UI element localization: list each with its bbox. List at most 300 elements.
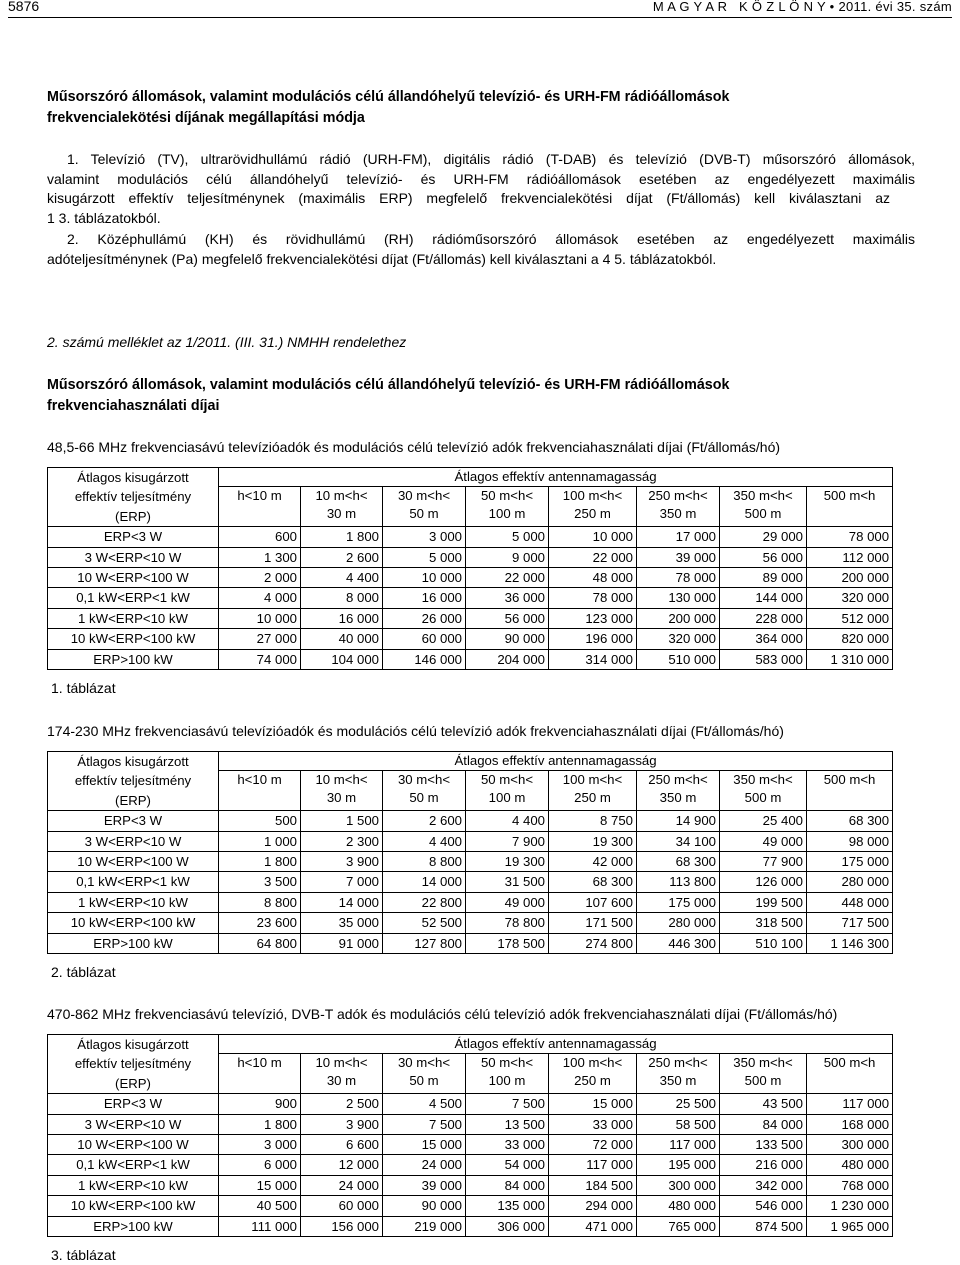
height-col-upper: 50 m (409, 790, 439, 806)
fee-cell: 117 000 (637, 1135, 720, 1155)
height-col-header (301, 487, 383, 527)
annex-title-line2: frekvenciahasználati díjai (47, 398, 220, 414)
height-col-upper: 350 m (659, 790, 697, 806)
height-col-lower: 500 m<h (823, 1055, 876, 1071)
fee-cell: 17 000 (637, 527, 720, 547)
height-col-lower: h< (237, 1055, 253, 1071)
fee-cell: 104 000 (301, 649, 383, 669)
height-col-upper: 350 m (659, 1073, 697, 1089)
erp-row-label: 1 kW<ERP<10 kW (48, 608, 219, 628)
height-col-lower: h< (237, 488, 253, 504)
antenna-height-group-header: Átlagos effektív antennamagasság (219, 1035, 893, 1054)
fee-cell: 90 000 (466, 629, 549, 649)
fee-cell: 546 000 (720, 1196, 807, 1216)
fee-cell: 22 000 (549, 547, 637, 567)
table-row (48, 892, 893, 912)
fee-cell: 111 000 (219, 1216, 301, 1236)
fee-cell: 33 000 (549, 1114, 637, 1134)
fee-cell: 3 900 (301, 1114, 383, 1134)
fee-cell: 146 000 (383, 649, 466, 669)
fee-cell: 280 000 (637, 913, 720, 933)
fee-cell: 168 000 (807, 1114, 893, 1134)
table-row (48, 913, 893, 933)
antenna-height-group-header: Átlagos effektív antennamagasság (219, 468, 893, 487)
table-row (48, 852, 893, 872)
table-1-caption: 1. táblázat (51, 680, 116, 696)
fee-cell: 15 000 (549, 1094, 637, 1114)
fee-cell: 12 000 (301, 1155, 383, 1175)
erp-row-label: 10 W<ERP<100 W (48, 568, 219, 588)
table-row (48, 1175, 893, 1195)
fee-cell: 4 500 (383, 1094, 466, 1114)
erp-row-label: ERP<3 W (48, 527, 219, 547)
fee-cell: 68 300 (637, 852, 720, 872)
fee-cell: 300 000 (637, 1175, 720, 1195)
height-col-header (383, 771, 466, 811)
fee-cell: 26 000 (383, 608, 466, 628)
table-row (48, 608, 893, 628)
fee-table-1 (47, 467, 893, 670)
fee-cell: 2 000 (219, 568, 301, 588)
fee-cell: 4 400 (301, 568, 383, 588)
fee-cell: 16 000 (383, 588, 466, 608)
fee-cell: 25 400 (720, 811, 807, 831)
fee-cell: 178 500 (466, 933, 549, 953)
erp-header-corner-line2: effektív teljesítmény (74, 773, 192, 789)
height-col-upper: 50 m (409, 506, 439, 522)
fee-cell: 49 000 (466, 892, 549, 912)
fee-cell: 306 000 (466, 1216, 549, 1236)
fee-cell: 49 000 (720, 831, 807, 851)
fee-cell: 54 000 (466, 1155, 549, 1175)
table-1-intro: 48,5-66 MHz frekvenciasávú televízióadók és modulációs célú televízió adók frekvenciahasználati díjai (Ft/állomás/hó) (47, 439, 781, 455)
fee-cell: 216 000 (720, 1155, 807, 1175)
fee-cell: 58 500 (637, 1114, 720, 1134)
height-col-header (549, 487, 637, 527)
fee-cell: 91 000 (301, 933, 383, 953)
antenna-height-group-header: Átlagos effektív antennamagasság (219, 752, 893, 771)
fee-cell: 13 500 (466, 1114, 549, 1134)
fee-cell: 7 500 (466, 1094, 549, 1114)
fee-cell: 1 800 (301, 527, 383, 547)
fee-cell: 36 000 (466, 588, 549, 608)
header-rule (8, 17, 952, 18)
table-2-intro: 174-230 MHz frekvenciasávú televízióadók és modulációs célú televízió adók frekvenciahasználati díjai (Ft/állomás/hó) (47, 723, 784, 739)
height-col-upper: 30 m (326, 506, 357, 522)
erp-row-label: 1 kW<ERP<10 kW (48, 1175, 219, 1195)
fee-cell: 318 500 (720, 913, 807, 933)
fee-cell: 765 000 (637, 1216, 720, 1236)
fee-cell: 2 600 (301, 547, 383, 567)
p1-line2: valamint modulációs célú állandóhelyű televízió- és URH-FM rádióállomások esetében az engedélyezett maximális (47, 170, 915, 187)
fee-cell: 480 000 (637, 1196, 720, 1216)
fee-cell: 78 000 (549, 588, 637, 608)
erp-row-label: 0,1 kW<ERP<1 kW (48, 872, 219, 892)
fee-cell: 1 800 (219, 852, 301, 872)
erp-row-label: 3 W<ERP<10 W (48, 547, 219, 567)
fee-cell: 512 000 (807, 608, 893, 628)
height-col-upper: 30 m (326, 1073, 357, 1089)
fee-cell: 175 000 (807, 852, 893, 872)
fee-cell: 22 000 (466, 568, 549, 588)
fee-cell: 448 000 (807, 892, 893, 912)
fee-cell: 3 000 (219, 1135, 301, 1155)
table-row (48, 568, 893, 588)
height-col-header (383, 1054, 466, 1094)
height-col-bound: 10 m (252, 772, 282, 788)
fee-cell: 8 800 (219, 892, 301, 912)
height-col-upper: 500 m (744, 1073, 782, 1089)
erp-row-label: 10 W<ERP<100 W (48, 1135, 219, 1155)
fee-cell: 3 000 (383, 527, 466, 547)
height-col-lower: 250 m<h< (648, 488, 708, 504)
fee-cell: 294 000 (549, 1196, 637, 1216)
erp-row-label: ERP>100 kW (48, 649, 219, 669)
height-col-header (466, 487, 549, 527)
erp-column-header (48, 1035, 219, 1094)
fee-cell: 4 400 (466, 811, 549, 831)
fee-cell: 27 000 (219, 629, 301, 649)
height-col-lower: 100 m<h< (562, 772, 623, 788)
fee-cell: 314 000 (549, 649, 637, 669)
table-row (48, 649, 893, 669)
fee-cell: 89 000 (720, 568, 807, 588)
height-col-header (720, 771, 807, 811)
height-col-header (807, 1054, 893, 1094)
fee-cell: 33 000 (466, 1135, 549, 1155)
fee-cell: 39 000 (383, 1175, 466, 1195)
table-row (48, 1196, 893, 1216)
height-col-header (807, 487, 893, 527)
fee-cell: 364 000 (720, 629, 807, 649)
table-2-caption: 2. táblázat (51, 964, 116, 980)
fee-table-3 (47, 1034, 893, 1237)
fee-cell: 2 600 (383, 811, 466, 831)
paragraph-2 (47, 230, 915, 269)
fee-table-2 (47, 751, 893, 954)
annex-title-line1: Műsorszóró állomások, valamint modulációs célú állandóhelyű televízió- és URH-FM rádióállomások (47, 377, 730, 393)
fee-cell: 600 (219, 527, 301, 547)
fee-cell: 23 600 (219, 913, 301, 933)
fee-cell: 130 000 (637, 588, 720, 608)
height-col-header (466, 771, 549, 811)
height-col-lower: 100 m<h< (562, 488, 623, 504)
erp-row-label: 0,1 kW<ERP<1 kW (48, 588, 219, 608)
fee-cell: 123 000 (549, 608, 637, 628)
fee-cell: 8 000 (301, 588, 383, 608)
fee-cell: 1 300 (219, 547, 301, 567)
fee-cell: 3 500 (219, 872, 301, 892)
height-col-lower: 500 m<h (823, 488, 876, 504)
fee-cell: 31 500 (466, 872, 549, 892)
fee-cell: 135 000 (466, 1196, 549, 1216)
fee-cell: 10 000 (219, 608, 301, 628)
height-col-lower: 10 m<h< (315, 772, 368, 788)
section-title (47, 87, 907, 129)
fee-cell: 34 100 (637, 831, 720, 851)
fee-cell: 5 000 (383, 547, 466, 567)
height-col-upper: 250 m (574, 506, 611, 522)
height-col-upper: 250 m (574, 1073, 611, 1089)
erp-header-corner-line3: (ERP) (115, 792, 151, 808)
height-col-upper: 500 m (744, 790, 782, 806)
fee-cell: 15 000 (383, 1135, 466, 1155)
height-col-upper: 350 m (659, 506, 697, 522)
height-col-upper: 100 m (488, 506, 526, 522)
table-row (48, 547, 893, 567)
fee-cell: 56 000 (720, 547, 807, 567)
fee-cell: 7 500 (383, 1114, 466, 1134)
fee-cell: 126 000 (720, 872, 807, 892)
page-number: 5876 (8, 0, 40, 14)
fee-cell: 117 000 (549, 1155, 637, 1175)
height-col-lower: 250 m<h< (648, 772, 708, 788)
table-row (48, 933, 893, 953)
fee-cell: 1 310 000 (807, 649, 893, 669)
fee-cell: 68 300 (549, 872, 637, 892)
height-col-header (301, 771, 383, 811)
table-row (48, 811, 893, 831)
height-col-header (807, 771, 893, 811)
fee-cell: 112 000 (807, 547, 893, 567)
p1-line3: kisugárzott effektív teljesítménynek (maximális ERP) megfelelő frekvencialekötési díjat (Ft/állomás) kell kiválasztani az (47, 190, 890, 206)
fee-cell: 4 400 (383, 831, 466, 851)
erp-header-corner-line3: (ERP) (115, 508, 151, 524)
erp-row-label: 10 kW<ERP<100 kW (48, 1196, 219, 1216)
erp-row-label: 3 W<ERP<10 W (48, 1114, 219, 1134)
erp-row-label: 1 kW<ERP<10 kW (48, 892, 219, 912)
fee-cell: 1 800 (219, 1114, 301, 1134)
fee-cell: 342 000 (720, 1175, 807, 1195)
fee-cell: 56 000 (466, 608, 549, 628)
fee-cell: 10 000 (383, 568, 466, 588)
paragraph-1 (47, 150, 915, 228)
height-col-header (466, 1054, 549, 1094)
section-title-line1: Műsorszóró állomások, valamint modulációs célú állandóhelyű televízió- és URH-FM rádióállomások (47, 89, 730, 105)
fee-cell: 60 000 (383, 629, 466, 649)
fee-cell: 184 500 (549, 1175, 637, 1195)
journal-name: M A G Y A R K Ö Z L Ö N Y (652, 0, 826, 14)
fee-cell: 480 000 (807, 1155, 893, 1175)
fee-cell: 768 000 (807, 1175, 893, 1195)
fee-cell: 52 500 (383, 913, 466, 933)
fee-cell: 14 900 (637, 811, 720, 831)
fee-cell: 1 146 300 (807, 933, 893, 953)
erp-column-header (48, 752, 219, 811)
height-col-lower: 250 m<h< (648, 1055, 708, 1071)
fee-cell: 204 000 (466, 649, 549, 669)
height-col-lower: 30 m<h< (397, 1055, 451, 1071)
fee-cell: 2 500 (301, 1094, 383, 1114)
height-col-header (637, 487, 720, 527)
height-col-header (549, 1054, 637, 1094)
fee-cell: 228 000 (720, 608, 807, 628)
p1-line1: 1. Televízió (TV), ultrarövidhullámú rádió (URH-FM), digitális rádió (T-DAB) és televízió (DVB-T) műsorszóró állomások, (67, 151, 915, 167)
fee-cell: 25 500 (637, 1094, 720, 1114)
table-row (48, 1155, 893, 1175)
fee-cell: 24 000 (301, 1175, 383, 1195)
table-row (48, 588, 893, 608)
height-col-bound: 10 m (252, 1055, 282, 1071)
height-col-upper: 30 m (326, 790, 357, 806)
fee-cell: 40 000 (301, 629, 383, 649)
fee-cell: 127 800 (383, 933, 466, 953)
table-row (48, 1216, 893, 1236)
height-col-header (219, 771, 301, 811)
annex-title (47, 375, 907, 417)
height-col-upper: 250 m (574, 790, 611, 806)
height-col-upper: 500 m (744, 506, 782, 522)
fee-cell: 196 000 (549, 629, 637, 649)
height-col-upper: 100 m (488, 1073, 526, 1089)
height-col-upper: 50 m (409, 1073, 439, 1089)
height-col-lower: 500 m<h (823, 772, 876, 788)
fee-cell: 5 000 (466, 527, 549, 547)
fee-cell: 19 300 (466, 852, 549, 872)
erp-header-corner-line1: Átlagos kisugárzott (77, 1037, 189, 1052)
fee-cell: 72 000 (549, 1135, 637, 1155)
fee-cell: 78 800 (466, 913, 549, 933)
erp-header-corner-line3: (ERP) (115, 1075, 151, 1091)
erp-row-label: 10 kW<ERP<100 kW (48, 629, 219, 649)
fee-cell: 113 800 (637, 872, 720, 892)
table-row (48, 1135, 893, 1155)
fee-cell: 320 000 (637, 629, 720, 649)
erp-row-label: ERP>100 kW (48, 1216, 219, 1236)
height-col-lower: 350 m<h< (733, 1055, 793, 1071)
fee-cell: 40 500 (219, 1196, 301, 1216)
fee-cell: 171 500 (549, 913, 637, 933)
height-col-header (383, 487, 466, 527)
table-3-caption: 3. táblázat (51, 1247, 116, 1263)
fee-cell: 156 000 (301, 1216, 383, 1236)
p2-line2: adóteljesítménynek (Pa) megfelelő frekvencialekötési díjat (Ft/állomás) kell kiválasztani a 4 5. táblázatokból. (47, 250, 717, 267)
fee-cell: 510 100 (720, 933, 807, 953)
fee-cell: 471 000 (549, 1216, 637, 1236)
fee-cell: 29 000 (720, 527, 807, 547)
fee-cell: 144 000 (720, 588, 807, 608)
fee-cell: 4 000 (219, 588, 301, 608)
fee-cell: 1 230 000 (807, 1196, 893, 1216)
table-row (48, 1114, 893, 1134)
fee-cell: 1 965 000 (807, 1216, 893, 1236)
height-col-upper: 100 m (488, 790, 526, 806)
height-col-header (720, 487, 807, 527)
fee-cell: 500 (219, 811, 301, 831)
height-col-bound: 10 m (252, 488, 282, 504)
fee-cell: 446 300 (637, 933, 720, 953)
fee-cell: 7 900 (466, 831, 549, 851)
p1-line4: 1 3. táblázatokból. (47, 209, 161, 226)
fee-cell: 68 300 (807, 811, 893, 831)
fee-cell: 64 800 (219, 933, 301, 953)
fee-cell: 77 900 (720, 852, 807, 872)
erp-header-corner-line1: Átlagos kisugárzott (77, 754, 189, 769)
fee-cell: 24 000 (383, 1155, 466, 1175)
fee-cell: 717 500 (807, 913, 893, 933)
erp-header-corner-line2: effektív teljesítmény (74, 1056, 192, 1072)
fee-cell: 78 000 (637, 568, 720, 588)
height-col-header (301, 1054, 383, 1094)
fee-cell: 300 000 (807, 1135, 893, 1155)
height-col-lower: 50 m<h< (480, 488, 534, 504)
fee-cell: 117 000 (807, 1094, 893, 1114)
height-col-lower: h< (237, 772, 253, 788)
height-col-header (549, 771, 637, 811)
erp-row-label: ERP>100 kW (48, 933, 219, 953)
journal-header (653, 0, 952, 14)
height-col-lower: 10 m<h< (315, 1055, 368, 1071)
height-col-lower: 50 m<h< (480, 1055, 534, 1071)
fee-cell: 200 000 (807, 568, 893, 588)
fee-cell: 107 600 (549, 892, 637, 912)
height-col-lower: 350 m<h< (733, 772, 793, 788)
fee-cell: 219 000 (383, 1216, 466, 1236)
fee-cell: 39 000 (637, 547, 720, 567)
fee-cell: 3 900 (301, 852, 383, 872)
erp-row-label: ERP<3 W (48, 1094, 219, 1114)
fee-cell: 60 000 (301, 1196, 383, 1216)
erp-column-header (48, 468, 219, 527)
fee-cell: 320 000 (807, 588, 893, 608)
issue-number: 2011. évi 35. szám (838, 0, 952, 14)
fee-cell: 510 000 (637, 649, 720, 669)
fee-cell: 280 000 (807, 872, 893, 892)
fee-cell: 15 000 (219, 1175, 301, 1195)
height-col-lower: 10 m<h< (315, 488, 368, 504)
erp-row-label: 10 W<ERP<100 W (48, 852, 219, 872)
erp-row-label: ERP<3 W (48, 811, 219, 831)
table-row (48, 872, 893, 892)
bullet-separator: • (829, 0, 835, 14)
section-title-line2: frekvencialekötési díjának megállapítási módja (47, 110, 365, 126)
fee-cell: 74 000 (219, 649, 301, 669)
fee-cell: 874 500 (720, 1216, 807, 1236)
fee-cell: 84 000 (720, 1114, 807, 1134)
height-col-header (720, 1054, 807, 1094)
fee-cell: 35 000 (301, 913, 383, 933)
erp-row-label: 10 kW<ERP<100 kW (48, 913, 219, 933)
height-col-header (219, 487, 301, 527)
table-3-intro: 470-862 MHz frekvenciasávú televízió, DVB-T adók és modulációs célú televízió adók frekvenciahasználati díjai (Ft/állomás/hó) (47, 1006, 838, 1022)
height-col-lower: 30 m<h< (397, 772, 451, 788)
fee-cell: 14 000 (383, 872, 466, 892)
fee-cell: 900 (219, 1094, 301, 1114)
erp-header-corner-line1: Átlagos kisugárzott (77, 470, 189, 485)
fee-cell: 583 000 (720, 649, 807, 669)
fee-cell: 9 000 (466, 547, 549, 567)
fee-cell: 6 000 (219, 1155, 301, 1175)
fee-cell: 48 000 (549, 568, 637, 588)
table-row (48, 831, 893, 851)
fee-cell: 7 000 (301, 872, 383, 892)
fee-cell: 1 500 (301, 811, 383, 831)
fee-cell: 98 000 (807, 831, 893, 851)
fee-cell: 22 800 (383, 892, 466, 912)
height-col-header (637, 1054, 720, 1094)
height-col-lower: 30 m<h< (397, 488, 451, 504)
p2-line1: 2. Középhullámú (KH) és rövidhullámú (RH) rádióműsorszóró állomások esetében az engedélyezett maximális (67, 231, 915, 247)
fee-cell: 200 000 (637, 608, 720, 628)
erp-header-corner-line2: effektív teljesítmény (74, 489, 192, 505)
erp-row-label: 0,1 kW<ERP<1 kW (48, 1155, 219, 1175)
erp-row-label: 3 W<ERP<10 W (48, 831, 219, 851)
fee-cell: 14 000 (301, 892, 383, 912)
table-row (48, 1094, 893, 1114)
fee-cell: 90 000 (383, 1196, 466, 1216)
fee-cell: 133 500 (720, 1135, 807, 1155)
fee-cell: 195 000 (637, 1155, 720, 1175)
